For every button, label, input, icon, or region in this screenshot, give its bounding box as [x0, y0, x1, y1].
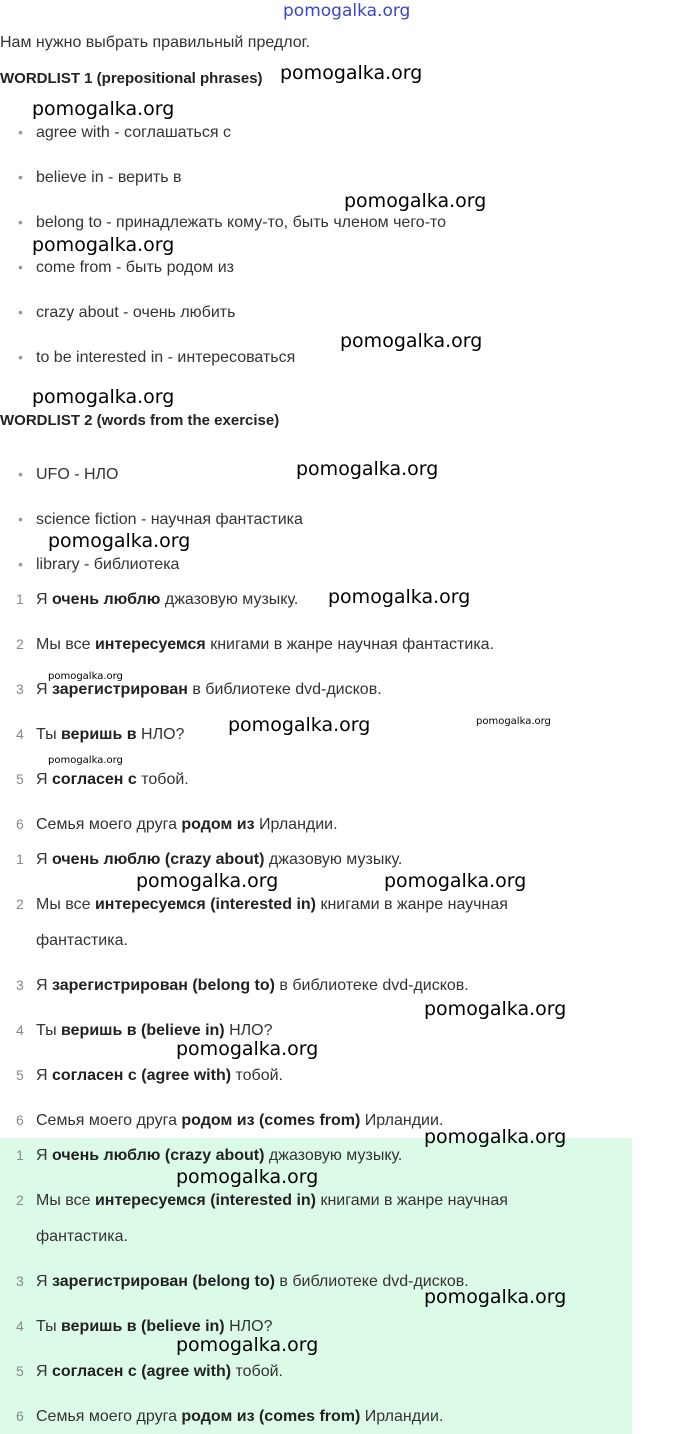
answer-item: 1 Я очень люблю (crazy about) джазовую музыку.	[16, 851, 403, 868]
watermark: pomogalka.org	[228, 714, 371, 736]
watermark: pomogalka.org	[280, 62, 423, 84]
watermark: pomogalka.org	[344, 190, 487, 212]
bullet-icon: •	[18, 466, 23, 482]
sentence-item: 6 Семья моего друга родом из Ирландии.	[16, 816, 338, 833]
sentence-item: 4 Ты веришь в НЛО?	[16, 726, 185, 743]
wordlist2-item: • UFO - НЛО	[18, 466, 119, 483]
watermark: pomogalka.org	[32, 98, 175, 120]
watermark: pomogalka.org	[296, 458, 439, 480]
highlighted-answer-item: 6 Семья моего друга родом из (comes from) Ирландии.	[16, 1408, 444, 1425]
watermark: pomogalka.org	[48, 755, 123, 766]
answer-item-continuation: фантастика.	[36, 932, 128, 949]
highlighted-answer-item: 2 Мы все интересуемся (interested in) книгами в жанре научная	[16, 1192, 508, 1209]
watermark: pomogalka.org	[176, 1166, 319, 1188]
wordlist1-item: • come from - быть родом из	[18, 259, 234, 276]
highlighted-answer-item: 3 Я зарегистрирован (belong to) в библиотеке dvd-дисков.	[16, 1273, 469, 1290]
wordlist2-item: • library - библиотека	[18, 556, 180, 573]
wordlist1-item: • to be interested in - интересоваться	[18, 349, 296, 366]
answer-item: 3 Я зарегистрирован (belong to) в библиотеке dvd-дисков.	[16, 977, 469, 994]
watermark: pomogalka.org	[48, 530, 191, 552]
answer-item: 6 Семья моего друга родом из (comes from) Ирландии.	[16, 1112, 444, 1129]
wordlist1-item: • belong to - принадлежать кому-то, быть членом чего-то	[18, 214, 447, 231]
watermark: pomogalka.org	[176, 1334, 319, 1356]
intro-text: Нам нужно выбрать правильный предлог.	[0, 34, 310, 51]
watermark: pomogalka.org	[424, 1126, 567, 1148]
sentence-item: 5 Я согласен с тобой.	[16, 771, 189, 788]
bullet-icon: •	[18, 259, 23, 275]
watermark: pomogalka.org	[32, 234, 175, 256]
bullet-icon: •	[18, 304, 23, 320]
bullet-icon: •	[18, 349, 23, 365]
wordlist2-heading: WORDLIST 2 (words from the exercise)	[0, 412, 280, 429]
watermark: pomogalka.org	[340, 330, 483, 352]
watermark: pomogalka.org	[176, 1038, 319, 1060]
bullet-icon: •	[18, 511, 23, 527]
highlighted-answer-item: 5 Я согласен с (agree with) тобой.	[16, 1363, 283, 1380]
wordlist1-item: • crazy about - очень любить	[18, 304, 236, 321]
watermark: pomogalka.org	[328, 586, 471, 608]
site-header-link[interactable]: pomogalka.org	[283, 1, 411, 21]
wordlist1-heading: WORDLIST 1 (prepositional phrases)	[0, 70, 263, 87]
highlighted-answer-continuation: фантастика.	[36, 1228, 128, 1245]
bullet-icon: •	[18, 124, 23, 140]
answer-item: 5 Я согласен с (agree with) тобой.	[16, 1067, 283, 1084]
bullet-icon: •	[18, 556, 23, 572]
answer-item: 2 Мы все интересуемся (interested in) книгами в жанре научная	[16, 896, 508, 913]
wordlist2-item: • science fiction - научная фантастика	[18, 511, 303, 528]
bullet-icon: •	[18, 214, 23, 230]
watermark: pomogalka.org	[476, 716, 551, 727]
watermark: pomogalka.org	[424, 998, 567, 1020]
highlighted-answer-item: 1 Я очень люблю (crazy about) джазовую музыку.	[16, 1147, 403, 1164]
wordlist1-item: • believe in - верить в	[18, 169, 182, 186]
answer-item: 4 Ты веришь в (believe in) НЛО?	[16, 1022, 273, 1039]
watermark: pomogalka.org	[136, 870, 279, 892]
bullet-icon: •	[18, 169, 23, 185]
watermark: pomogalka.org	[32, 386, 175, 408]
watermark: pomogalka.org	[48, 671, 123, 682]
watermark: pomogalka.org	[424, 1286, 567, 1308]
wordlist1-item: • agree with - соглашаться с	[18, 124, 231, 141]
watermark: pomogalka.org	[384, 870, 527, 892]
sentence-item: 2 Мы все интересуемся книгами в жанре научная фантастика.	[16, 636, 495, 653]
sentence-item: 1 Я очень люблю джазовую музыку.	[16, 591, 299, 608]
highlighted-answer-item: 4 Ты веришь в (believe in) НЛО?	[16, 1318, 273, 1335]
sentence-item: 3 Я зарегистрирован в библиотеке dvd-дисков.	[16, 681, 382, 698]
